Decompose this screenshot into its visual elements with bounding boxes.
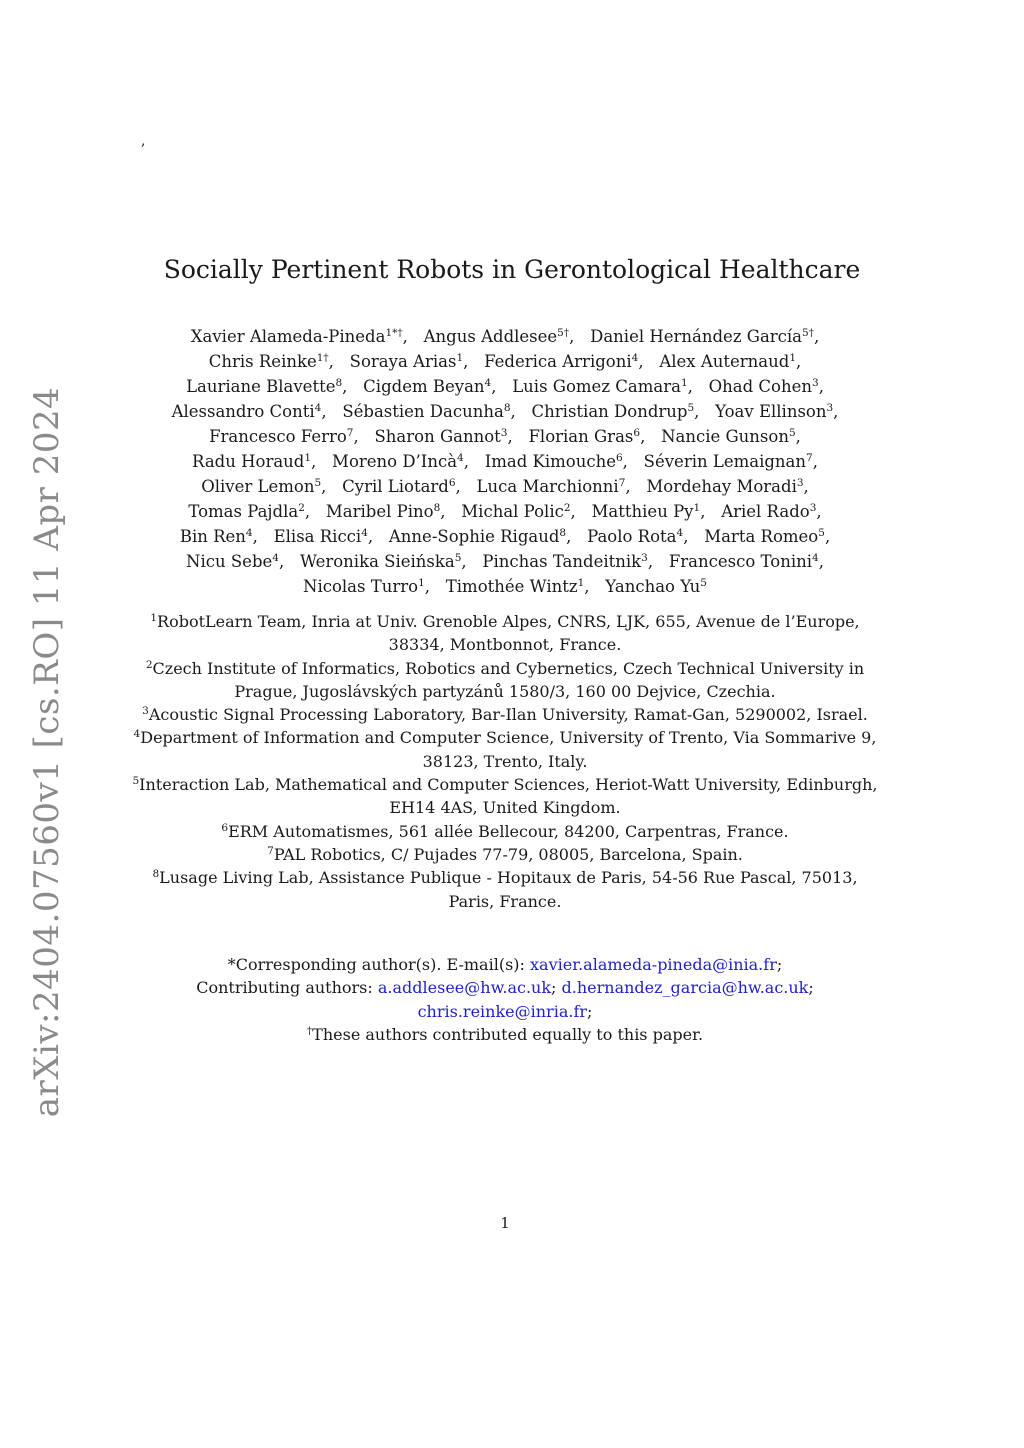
author-entry: Nancie Gunson$^5$, bbox=[661, 427, 801, 446]
contributing-authors-line: Contributing authors: a.addlesee@hw.ac.uk; d.hernandez_garcia@hw.ac.uk; chris.reinke@inria.fr; bbox=[196, 978, 814, 1021]
author-affiliation-mark: 1 bbox=[789, 352, 796, 364]
author-name: Yoav Ellinson bbox=[715, 402, 827, 421]
author-entry: Radu Horaud$^1$, bbox=[192, 452, 317, 471]
author-name: Alessandro Conti bbox=[171, 402, 315, 421]
affiliation-number: 5 bbox=[132, 775, 140, 788]
author-name: Marta Romeo bbox=[704, 527, 819, 546]
author-name: Pinchas Tandeitnik bbox=[482, 552, 642, 571]
author-affiliation-mark: 2 bbox=[298, 502, 305, 514]
correspondence-block bbox=[150, 953, 860, 1046]
author-affiliation-mark: 4 bbox=[457, 452, 464, 464]
author-name: Cyril Liotard bbox=[342, 477, 449, 496]
affiliation-text: ERM Automatismes, 561 allée Bellecour, 84200, Carpentras, France. bbox=[228, 821, 789, 841]
author-name: Michal Polic bbox=[461, 502, 564, 521]
author-entry: Weronika Sieińska$^5$, bbox=[299, 552, 467, 571]
affiliation-number: 7 bbox=[267, 844, 274, 857]
author-name: Francesco Tonini bbox=[668, 552, 813, 571]
author-affiliation-mark: 4 bbox=[631, 352, 639, 364]
author-affiliation-mark: 4 bbox=[245, 527, 253, 539]
author-entry: Soraya Arias$^1$, bbox=[349, 352, 469, 371]
author-entry: Pinchas Tandeitnik$^3$, bbox=[482, 552, 654, 571]
author-entry: Luis Gomez Camara$^1$, bbox=[512, 377, 693, 396]
author-entry: Alex Auternaud$^1$, bbox=[659, 352, 802, 371]
author-affiliation-mark: 6 bbox=[633, 427, 641, 439]
author-entry: Michal Polic$^2$, bbox=[461, 502, 576, 521]
affiliation-entry bbox=[130, 820, 880, 843]
author-name: Nancie Gunson bbox=[661, 427, 789, 446]
author-name: Radu Horaud bbox=[192, 452, 305, 471]
author-affiliation-mark: 5 bbox=[687, 402, 695, 414]
affiliation-entry bbox=[130, 703, 880, 726]
author-affiliation-mark: 7 bbox=[806, 452, 813, 464]
author-affiliation-mark: 3 bbox=[812, 377, 819, 389]
author-affiliation-mark: 4 bbox=[272, 552, 279, 564]
author-entry: Yoav Ellinson$^3$, bbox=[715, 402, 839, 421]
author-affiliation-mark: 4 bbox=[676, 527, 684, 539]
author-entry: Anne-Sophie Rigaud$^8$, bbox=[388, 527, 572, 546]
author-name: Tomas Pajdla bbox=[188, 502, 299, 521]
author-name: Ohad Cohen bbox=[708, 377, 812, 396]
author-affiliation-mark: 7 bbox=[618, 477, 626, 489]
author-name: Ariel Rado bbox=[721, 502, 810, 521]
author-name: Florian Gras bbox=[528, 427, 634, 446]
author-affiliation-mark: 1 bbox=[680, 377, 688, 389]
author-affiliation-mark: 8 bbox=[335, 377, 343, 389]
author-name: Angus Addlesee bbox=[423, 327, 558, 346]
author-entry: Ohad Cohen$^3$, bbox=[708, 377, 824, 396]
author-name: Nicolas Turro bbox=[303, 577, 419, 596]
author-name: Weronika Sieińska bbox=[299, 552, 455, 571]
affiliation-text: RobotLearn Team, Inria at Univ. Grenoble Alpes, CNRS, LJK, 655, Avenue de l’Europe, 38334, Montbonnot, France. bbox=[157, 612, 860, 655]
author-entry: Mordehay Moradi$^3$, bbox=[646, 477, 809, 496]
paper-title: Socially Pertinent Robots in Gerontological Healthcare bbox=[163, 255, 861, 284]
author-entry: Tomas Pajdla$^2$, bbox=[188, 502, 311, 521]
author-name: Anne-Sophie Rigaud bbox=[388, 527, 560, 546]
author-entry: Alessandro Conti$^4$, bbox=[171, 402, 327, 421]
author-entry: Matthieu Py$^1$, bbox=[591, 502, 706, 521]
author-entry: Nicolas Turro$^1$, bbox=[303, 577, 431, 596]
author-name: Soraya Arias bbox=[349, 352, 457, 371]
author-affiliation-mark: 5 bbox=[314, 477, 322, 489]
author-name: Francesco Ferro bbox=[209, 427, 347, 446]
affiliation-text: Lusage Living Lab, Assistance Publique - Hopitaux de Paris, 54-56 Rue Pascal, 75013, Paris, France. bbox=[159, 868, 858, 911]
author-entry: Marta Romeo$^5$, bbox=[704, 527, 831, 546]
author-name: Christian Dondrup bbox=[531, 402, 688, 421]
contributing-email-link[interactable]: d.hernandez_garcia@hw.ac.uk bbox=[561, 978, 809, 998]
author-entry: Francesco Tonini$^4$, bbox=[668, 552, 824, 571]
contributing-email-link[interactable]: chris.reinke@inria.fr bbox=[417, 1001, 588, 1021]
author-affiliation-mark: 8 bbox=[433, 502, 441, 514]
author-name: Cigdem Beyan bbox=[363, 377, 485, 396]
author-name: Luca Marchionni bbox=[476, 477, 619, 496]
author-entry: Xavier Alameda-Pineda$^{1*\dagger}$, bbox=[190, 327, 408, 346]
author-list bbox=[140, 324, 870, 599]
author-affiliation-mark: 1 bbox=[577, 577, 585, 589]
author-entry bbox=[605, 577, 707, 596]
contributing-authors-label: Contributing authors: bbox=[196, 978, 378, 998]
affiliation-text: PAL Robotics, C/ Pujades 77-79, 08005, Barcelona, Spain. bbox=[273, 844, 743, 864]
affiliation-text: Czech Institute of Informatics, Robotics and Cybernetics, Czech Technical University in Prague, Jugoslávských partyzánů 1580/3, 160 00 Dejvice, Czechia. bbox=[152, 658, 865, 701]
author-affiliation-mark: 5 bbox=[818, 527, 825, 539]
author-affiliation-mark: 5 bbox=[788, 427, 796, 439]
author-name: Imad Kimouche bbox=[484, 452, 616, 471]
author-affiliation-mark: 4 bbox=[812, 552, 819, 564]
author-affiliation-mark: 4 bbox=[361, 527, 368, 539]
affiliation-entry bbox=[130, 773, 880, 820]
author-entry: Nicu Sebe$^4$, bbox=[186, 552, 285, 571]
author-affiliation-mark: 1*† bbox=[385, 327, 403, 339]
contributing-email-link[interactable]: a.addlesee@hw.ac.uk bbox=[377, 978, 552, 998]
author-name: Oliver Lemon bbox=[201, 477, 315, 496]
author-affiliation-mark: 5† bbox=[557, 327, 570, 339]
author-name: Alex Auternaud bbox=[659, 352, 790, 371]
corresponding-author-line: *Corresponding author(s). E-mail(s): xavier.alameda-pineda@inia.fr; bbox=[227, 955, 783, 974]
author-name: Bin Ren bbox=[179, 527, 246, 546]
author-affiliation-mark: 1 bbox=[693, 502, 701, 514]
author-entry: Federica Arrigoni$^4$, bbox=[484, 352, 644, 371]
author-affiliation-mark: 1 bbox=[304, 452, 312, 464]
author-name: Timothée Wintz bbox=[445, 577, 578, 596]
author-name: Lauriane Blavette bbox=[186, 377, 336, 396]
affiliation-entry bbox=[130, 657, 880, 704]
affiliation-entry bbox=[130, 726, 880, 773]
author-affiliation-mark: 3 bbox=[796, 477, 804, 489]
author-name: Séverin Lemaignan bbox=[643, 452, 806, 471]
author-entry: Daniel Hernández García$^{5\dagger}$, bbox=[590, 327, 820, 346]
affiliation-number: 2 bbox=[145, 658, 153, 671]
author-entry: Séverin Lemaignan$^7$, bbox=[643, 452, 818, 471]
affiliation-number: 1 bbox=[150, 612, 158, 624]
author-entry: Moreno D’Incà$^4$, bbox=[332, 452, 469, 471]
affiliation-number: 6 bbox=[221, 821, 229, 834]
author-name: Xavier Alameda-Pineda bbox=[190, 327, 386, 346]
author-name: Chris Reinke bbox=[208, 352, 317, 371]
author-name: Sébastien Dacunha bbox=[342, 402, 504, 421]
author-entry: Oliver Lemon$^5$, bbox=[201, 477, 327, 496]
author-entry: Francesco Ferro$^7$, bbox=[209, 427, 359, 446]
author-affiliation-mark: 7 bbox=[346, 427, 354, 439]
author-entry: Bin Ren$^4$, bbox=[179, 527, 258, 546]
author-affiliation-mark: 5† bbox=[802, 327, 814, 339]
author-entry: Imad Kimouche$^6$, bbox=[484, 452, 628, 471]
author-entry: Ariel Rado$^3$, bbox=[721, 502, 822, 521]
arxiv-identifier-stamp: arXiv:2404.07560v1 [cs.RO] 11 Apr 2024 bbox=[27, 386, 67, 1118]
affiliation-entry bbox=[130, 866, 880, 913]
author-name: Paolo Rota bbox=[587, 527, 677, 546]
author-name: Moreno D’Incà bbox=[332, 452, 458, 471]
author-name: Daniel Hernández García bbox=[590, 327, 803, 346]
author-affiliation-mark: 1 bbox=[418, 577, 425, 589]
affiliation-entry bbox=[130, 843, 880, 866]
author-entry: Paolo Rota$^4$, bbox=[587, 527, 689, 546]
author-affiliation-mark: 1 bbox=[456, 352, 464, 364]
author-entry: Angus Addlesee$^{5\dagger}$, bbox=[423, 327, 575, 346]
author-affiliation-mark: 5 bbox=[700, 577, 707, 589]
author-name: Maribel Pino bbox=[325, 502, 434, 521]
affiliation-number: 8 bbox=[152, 868, 160, 881]
author-name: Nicu Sebe bbox=[186, 552, 273, 571]
affiliation-entry bbox=[130, 610, 880, 657]
author-entry: Chris Reinke$^{1\dagger}$, bbox=[208, 352, 334, 371]
author-affiliation-mark: 6 bbox=[448, 477, 456, 489]
author-affiliation-mark: 8 bbox=[503, 402, 511, 414]
affiliation-text: Interaction Lab, Mathematical and Computer Sciences, Heriot-Watt University, Edinburgh, EH14 4AS, United Kingdom. bbox=[139, 775, 878, 818]
author-affiliation-mark: 1† bbox=[316, 352, 329, 364]
author-affiliation-mark: 4 bbox=[484, 377, 492, 389]
author-affiliation-mark: 8 bbox=[559, 527, 567, 539]
author-entry: Luca Marchionni$^7$, bbox=[476, 477, 631, 496]
author-affiliation-mark: 3 bbox=[500, 427, 508, 439]
affiliation-list bbox=[130, 610, 880, 913]
author-entry: Elisa Ricci$^4$, bbox=[273, 527, 374, 546]
author-name: Federica Arrigoni bbox=[484, 352, 632, 371]
corresponding-author-label: *Corresponding author(s). E-mail(s): bbox=[227, 955, 530, 974]
affiliation-number: 3 bbox=[142, 705, 149, 718]
author-affiliation-mark: 5 bbox=[454, 552, 462, 564]
author-entry: Timothée Wintz$^1$, bbox=[445, 577, 590, 596]
corresponding-email-link[interactable]: xavier.alameda-pineda@inia.fr bbox=[530, 955, 777, 974]
affiliation-text: Acoustic Signal Processing Laboratory, Bar-Ilan University, Ramat-Gan, 5290002, Israel. bbox=[148, 705, 868, 725]
author-entry: Sharon Gannot$^3$, bbox=[374, 427, 513, 446]
author-entry: Maribel Pino$^8$, bbox=[325, 502, 446, 521]
author-name: Matthieu Py bbox=[591, 502, 694, 521]
author-entry: Cigdem Beyan$^4$, bbox=[363, 377, 497, 396]
author-affiliation-mark: 3 bbox=[641, 552, 648, 564]
equal-contribution-text: These authors contributed equally to this paper. bbox=[312, 1024, 704, 1044]
author-entry: Lauriane Blavette$^8$, bbox=[186, 377, 348, 396]
author-name: Elisa Ricci bbox=[273, 527, 362, 546]
author-entry: Christian Dondrup$^5$, bbox=[531, 402, 700, 421]
dagger-mark: † bbox=[306, 1024, 313, 1037]
author-affiliation-mark: 3 bbox=[826, 402, 834, 414]
author-affiliation-mark: 2 bbox=[563, 502, 571, 514]
author-name: Mordehay Moradi bbox=[646, 477, 797, 496]
author-affiliation-mark: 4 bbox=[314, 402, 322, 414]
author-entry: Sébastien Dacunha$^8$, bbox=[342, 402, 516, 421]
equal-contribution-note bbox=[150, 1023, 860, 1046]
author-name: Luis Gomez Camara bbox=[512, 377, 681, 396]
author-affiliation-mark: 6 bbox=[615, 452, 623, 464]
affiliation-number: 4 bbox=[133, 728, 141, 741]
author-entry: Cyril Liotard$^6$, bbox=[342, 477, 461, 496]
stray-comma-mark: , bbox=[141, 133, 146, 149]
author-entry: Florian Gras$^6$, bbox=[528, 427, 646, 446]
author-name: Yanchao Yu bbox=[605, 577, 701, 596]
author-affiliation-mark: 3 bbox=[809, 502, 817, 514]
author-name: Sharon Gannot bbox=[374, 427, 501, 446]
page-number: 1 bbox=[500, 1214, 510, 1232]
affiliation-text: Department of Information and Computer Science, University of Trento, Via Sommarive 9, 38123, Trento, Italy. bbox=[140, 728, 877, 771]
